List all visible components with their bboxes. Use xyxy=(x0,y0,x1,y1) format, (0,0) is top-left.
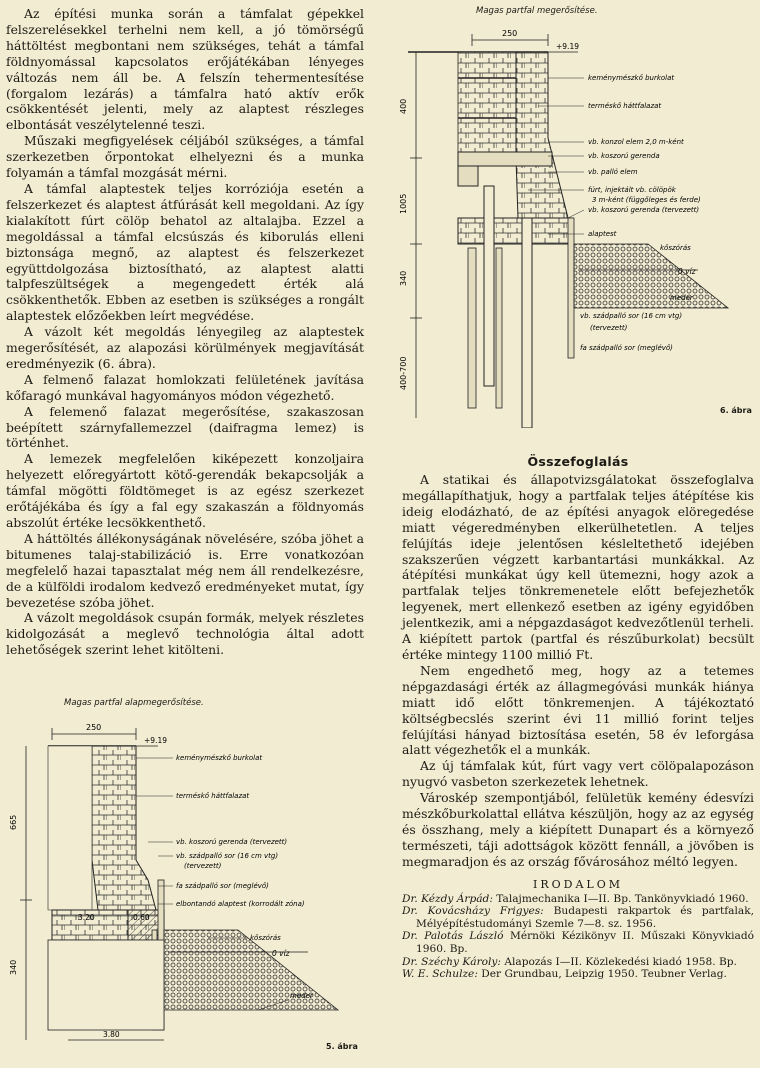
annotation-label: keménymészkő burkolat xyxy=(588,74,675,82)
dim-label: 400 xyxy=(399,98,408,114)
reference-item xyxy=(402,968,754,981)
paragraph: Nem engedhető meg, hogy az a tetemes népgazdasági érték az állagmegóvási munkák hiánya miatt idő előtt tönkremenjen. A tájékoztató költségbecslés szerint évi 11 millió forint teljes felújítási hányad biztosítása esetén, 58 év leforgása alatt végezhetők el a munkák. xyxy=(402,662,754,758)
annotation-label: vb. szádpalló sor (16 cm vtg) xyxy=(176,852,279,860)
paragraph: A vázolt két megoldás lényegileg az alaptestek megerősítését, az alapozási körülmények megjavítását eredményezik (6. ábra). xyxy=(6,324,364,371)
reference-author: Dr. Kézdy Árpád: xyxy=(402,892,493,905)
figure-5-drawing xyxy=(8,710,364,1060)
references-heading: IRODALOM xyxy=(533,877,623,891)
dim-label: 665 xyxy=(9,814,18,830)
reference-item xyxy=(402,956,754,969)
figure-5-title: Magas partfal alapmegerősítése. xyxy=(64,698,204,708)
dim-label: 340 xyxy=(399,270,408,286)
dim-label: 340 xyxy=(9,959,18,975)
dim-label: 1005 xyxy=(399,193,408,214)
dim-label: 3.20 xyxy=(78,913,95,922)
dim-label: 400-700 xyxy=(399,356,408,390)
annotation-label: (tervezett) xyxy=(184,862,222,870)
paragraph: Városkép szempontjából, felületük kemény édesvízi mészkőburkolattal ellátva készüljön, hogy az az egység és összhang, mely a kiépített Dunapart és a környező természeti, táji adottságok között fennáll, a jövőben is megmaradjon és az ország fővárosához méltó legyen. xyxy=(402,790,754,869)
reference-item xyxy=(402,930,754,955)
left-column xyxy=(6,6,364,658)
dim-label: 250 xyxy=(502,29,518,38)
figure-5 xyxy=(8,696,364,1061)
reference-author: W. E. Schulze: xyxy=(402,968,478,981)
right-column xyxy=(402,454,754,981)
dim-label: 3.80 xyxy=(103,1030,120,1039)
dim-label: 0.60 xyxy=(133,913,150,922)
section-heading: Összefoglalás xyxy=(527,454,629,469)
paragraph: A vázolt megoldások csupán formák, melyek részletes kidolgozását a meglevő technológia által adott lehetőségek szerint lehet kitölteni. xyxy=(6,610,364,658)
dim-label: +9.19 xyxy=(556,42,579,51)
annotation-label: elbontandó alaptest (korrodált zóna) xyxy=(176,900,305,908)
dim-label: 250 xyxy=(86,723,102,732)
paragraph: Műszaki megfigyelések céljából szükséges, a támfal szerkezetben őrpontokat elhelyezni és a munka folyamán a támfal mozgását mérni. xyxy=(6,133,364,181)
figure-5-label: 5. ábra xyxy=(326,1042,358,1051)
reference-author: Dr. Kovácsházy Frigyes: xyxy=(402,905,544,918)
annotation-label: terméskő háttfalazat xyxy=(588,102,662,110)
annotation-label: vb. palló elem xyxy=(588,168,638,176)
annotation-label: fa szádpalló sor (meglévő) xyxy=(176,882,269,890)
figure-6-drawing xyxy=(398,18,754,428)
reference-text: Alapozás I—II. Közlekedési kiadó 1958. Bp. xyxy=(500,955,737,968)
paragraph: Az új támfalak kút, fúrt vagy vert cölöpalapozáson nyugvó vasbeton szerkezetek lehetnek. xyxy=(402,758,754,790)
paragraph: A támfal alaptestek teljes korróziója esetén a felszerkezet és alaptest átfúrását kell megoldani. Az így kialakított fúrt cölöp behatol az altalajba. Ezzel a megoldással a támfal elcsúszás és kiborulás elleni biztonsága megnő, az alaptest és felszerkezet együttdolgozása biztosítható, az alaptest alatti talpfeszültségek a megengedett érték alá csökkenthetők. Ebben az esetben is szükséges a rongált alaptestek előzőekben leírt megvédése. xyxy=(6,180,364,324)
reference-text: Mérnöki Kézikönyv II. Műszaki Könyvkiadó 1960. Bp. xyxy=(416,930,755,956)
annotation-label: meder xyxy=(670,294,693,302)
annotation-label: 0 víz xyxy=(272,949,290,958)
annotation-label: vb. szádpalló sor (16 cm vtg) xyxy=(580,312,683,320)
paragraph: A felemenő falazat megerősítése, szakaszosan beépített szárnyfallemezzel (daifragma lemez) is történhet. xyxy=(6,403,364,451)
paragraph: A felmenő falazat homlokzati felületének javítása kőfaragó munkával hagyományos módon végezhető. xyxy=(6,371,364,403)
annotation-label: keménymészkő burkolat xyxy=(176,754,263,762)
annotation-label: meder xyxy=(290,992,313,1000)
figure-6 xyxy=(398,6,754,426)
figure-6-label: 6. ábra xyxy=(720,406,752,415)
reference-author: Dr. Széchy Károly: xyxy=(402,955,501,968)
annotation-label: 0 víz xyxy=(678,267,696,276)
annotation-label: kőszórás xyxy=(660,244,691,252)
paragraph: A lemezek megfelelően kiképezett konzoljaira helyezett előregyártott kötő-gerendák bekapcsolják a támfal mögötti földtömeget is az egész szerkezet erőtájékába és így a fal egy szakaszán a földnyomás abszolút értéke lecsökkenthető. xyxy=(6,451,364,530)
annotation-label: vb. konzol elem 2,0 m-ként xyxy=(588,138,684,146)
annotation-label: (tervezett) xyxy=(590,324,628,332)
annotation-label: vb. koszorú gerenda xyxy=(588,152,660,160)
annotation-label: vb. koszorú gerenda (tervezett) xyxy=(176,838,288,846)
paragraph: A statikai és állapotvizsgálatokat összefoglalva megállapíthatjuk, hogy a partfalak teljes átépítése kis ideig elodázható, de az építési anyagok elöregedése miatt végeredményben elkerülhetetlen. A teljes felújítás ideje jelentősen késleltethető idejében szakszerűen végzett karbantartási munkákkal. Az átépítési munkákat úgy kell ütemezni, hogy azok a partfalak teljes tönkremenetele előtt befejezhetők legyenek, mert ellenkező esetben az igény egyidőben jelentkezik, ami a népgazdaságot kedvezőtlenül terheli. A kiépített partok (partfal és részűburkolat) becsült értéke mintegy 1100 millió Ft. xyxy=(402,472,754,662)
reference-author: Dr. Palotás László xyxy=(402,930,504,943)
annotation-label: kőszórás xyxy=(250,934,281,942)
annotation-label: fúrt, injektált vb. cölöpök xyxy=(588,186,676,194)
reference-text: Der Grundbau, Leipzig 1950. Teubner Verlag. xyxy=(477,968,727,981)
figure-6-title: Magas partfal megerősítése. xyxy=(476,6,598,16)
paragraph: A háttöltés állékonyságának növelésére, szóba jöhet a bitumenes talaj-stabilizáció is. Erre vonatkozóan megfelelő hazai tapasztalat még nem áll rendelkezésre, de a külföldi irodalom kedvező eredményeket mutat, így bevezetése szóba jöhet. xyxy=(6,530,364,610)
annotation-label: alaptest xyxy=(588,230,617,238)
annotation-label: 3 m-ként (függőleges és ferde) xyxy=(592,196,701,204)
reference-text: Talajmechanika I—II. Bp. Tankönyvkiadó 1960. xyxy=(492,892,749,905)
annotation-label: fa szádpalló sor (meglévő) xyxy=(580,344,673,352)
annotation-label: vb. koszorú gerenda (tervezett) xyxy=(588,206,700,214)
reference-item xyxy=(402,893,754,906)
paragraph: Az építési munka során a támfalat gépekkel felszerelésekkel terhelni nem kell, a jó tömörségű háttöltést megbontani nem szükséges, tehát a támfal földnyomással kapcsolatos erőjátékában lényeges változás nem áll be. A felszín tehermentesítése (forgalom lezárás) a támfalra ható aktív erők csökkentését jelenti, mely az alaptest részleges elbontását veszélytelenné teszi. xyxy=(6,6,364,133)
dim-label: +9.19 xyxy=(144,736,167,745)
reference-item xyxy=(402,905,754,930)
annotation-label: terméskő háttfalazat xyxy=(176,792,250,800)
reference-text: Budapesti rakpartok és partfalak, Mélyépítéstudományi Szemle 7—8. sz. 1956. xyxy=(416,905,754,930)
